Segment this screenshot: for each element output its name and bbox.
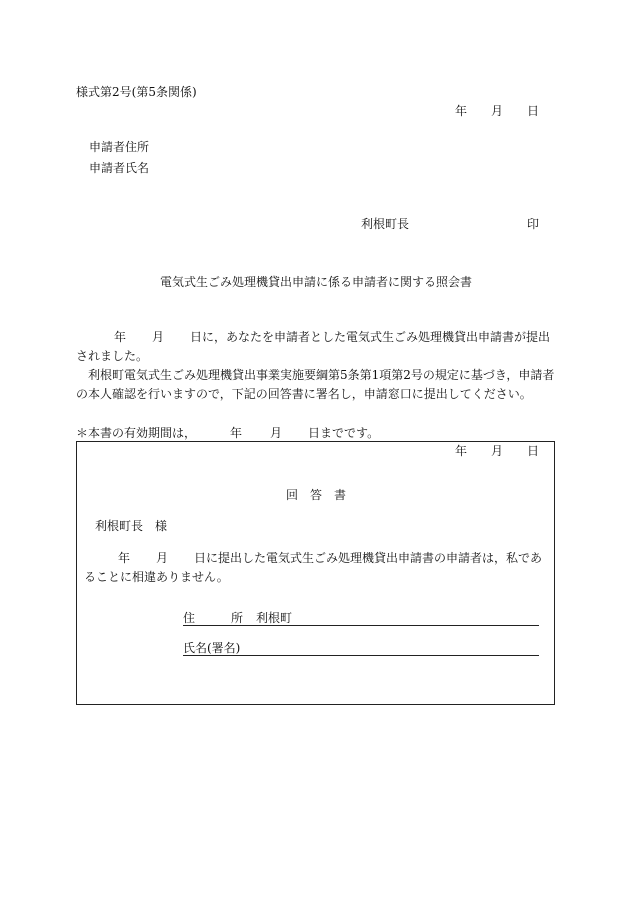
reply-month-label: 月 bbox=[156, 551, 169, 565]
reply-addressee: 利根町長 様 bbox=[95, 519, 168, 533]
issuer-title: 利根町長 bbox=[361, 217, 410, 231]
notice-year-label: 年 bbox=[114, 330, 127, 344]
notice-month-label: 月 bbox=[152, 330, 165, 344]
validity-prefix: ＊本書の有効期間は， bbox=[76, 426, 197, 440]
signature-underline bbox=[183, 655, 539, 656]
reply-statement-text: 日に提出した電気式生ごみ処理機貸出申請書の申請者は，私であることに相違ありません。 bbox=[84, 551, 543, 584]
reply-address-label: 住 所 bbox=[183, 611, 244, 625]
reply-title: 回 答 書 bbox=[286, 488, 347, 502]
applicant-name-label: 申請者氏名 bbox=[89, 161, 150, 175]
address-underline bbox=[183, 625, 539, 626]
date-year-label: 年 bbox=[455, 104, 468, 118]
reply-date-day-label: 日 bbox=[527, 444, 540, 458]
validity-suffix: 日までです。 bbox=[308, 426, 380, 440]
instruction-paragraph: 利根町電気式生ごみ処理機貸出事業実施要綱第5条第1項第2号の規定に基づき，申請者の本人確認を行いますので，下記の回答書に署名し，申請窓口に提出してください。 bbox=[76, 368, 555, 401]
reply-date-year-label: 年 bbox=[455, 444, 468, 458]
reply-address-value: 利根町 bbox=[256, 611, 293, 625]
validity-notice bbox=[76, 427, 379, 439]
notice-paragraph bbox=[76, 328, 556, 366]
notice-text: 日に，あなたを申請者とした電気式生ごみ処理機貸出申請書が提出されました。 bbox=[76, 330, 551, 363]
validity-month-label: 月 bbox=[270, 426, 283, 440]
form-number: 様式第2号(第5条関係) bbox=[76, 85, 197, 99]
reply-year-label: 年 bbox=[118, 551, 131, 565]
validity-year-label: 年 bbox=[230, 426, 243, 440]
reply-date-month-label: 月 bbox=[491, 444, 504, 458]
reply-name-label: 氏名(署名) bbox=[183, 641, 241, 655]
document-title: 電気式生ごみ処理機貸出申請に係る申請者に関する照会書 bbox=[160, 275, 473, 289]
reply-statement bbox=[84, 549, 549, 587]
seal-mark: 印 bbox=[527, 217, 540, 231]
date-day-label: 日 bbox=[527, 104, 540, 118]
applicant-address-label: 申請者住所 bbox=[89, 140, 150, 154]
date-month-label: 月 bbox=[491, 104, 504, 118]
